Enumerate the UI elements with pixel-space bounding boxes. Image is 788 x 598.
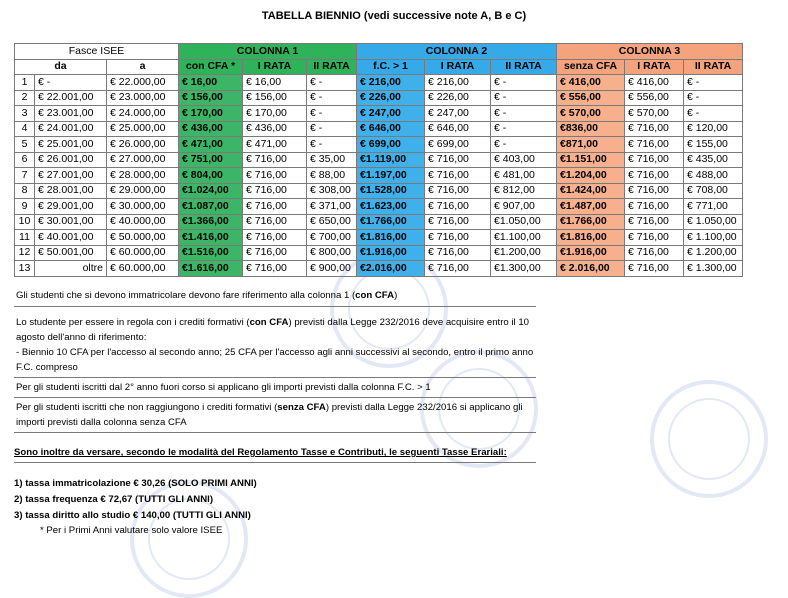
cell-a: € 24.000,00 [107, 106, 179, 122]
cell-c2: €1.816,00 [357, 230, 425, 246]
cell-c3r1: € 716,00 [625, 199, 684, 215]
cell-c3r2: € - [684, 75, 743, 91]
table-row [15, 106, 743, 122]
cell-c2: € 226,00 [357, 90, 425, 106]
cell-c2: € 699,00 [357, 137, 425, 153]
cell-n: 4 [15, 121, 35, 137]
senza-cfa-header: senza CFA [557, 59, 625, 75]
table-row [15, 152, 743, 168]
cell-c2r2: € 481,00 [491, 168, 557, 184]
notes-block [14, 286, 536, 433]
note-bold: con CFA [355, 290, 395, 301]
cell-c2r1: € 716,00 [425, 199, 491, 215]
note-fuori-corso: Per gli studenti iscritti dal 2° anno fuori corso si applicano gli importi previsti dalla colonna F.C. > 1 [14, 378, 536, 398]
cell-da: € 23.001,00 [35, 106, 107, 122]
cell-c1r1: € 716,00 [243, 152, 307, 168]
cell-c1: €1.087,00 [179, 199, 243, 215]
cell-c3: €1.204,00 [557, 168, 625, 184]
cell-c1: € 16,00 [179, 75, 243, 91]
note-text: - Biennio 10 CFA per l'accesso al secondo anno; 25 CFA per l'accesso agli anni successivi al secondo, entro il primo anno F.C. compreso [16, 347, 534, 373]
cell-c1r1: € 716,00 [243, 214, 307, 230]
cell-c2: € 216,00 [357, 75, 425, 91]
cell-c3r2: € 1.300,00 [684, 261, 743, 277]
cell-da: € 24.001,00 [35, 121, 107, 137]
cell-c1r2: € 35,00 [307, 152, 357, 168]
cell-da: oltre [35, 261, 107, 277]
table-row [15, 261, 743, 277]
colonna-2-header: COLONNA 2 [357, 44, 557, 60]
cell-a: € 22.000,00 [107, 75, 179, 91]
cell-da: € 25.001,00 [35, 137, 107, 153]
cell-c1r2: € 700,00 [307, 230, 357, 246]
cell-c1r2: € - [307, 90, 357, 106]
cell-c2r1: € 716,00 [425, 168, 491, 184]
cell-c1: € 436,00 [179, 121, 243, 137]
cell-c1r2: € 371,00 [307, 199, 357, 215]
cell-c1: € 156,00 [179, 90, 243, 106]
watermark-seal [650, 380, 768, 498]
cell-c2r2: € - [491, 106, 557, 122]
tax-diritto-studio: 3) tassa diritto allo studio € 140,00 (TUTTI GLI ANNI) [14, 510, 251, 521]
cell-a: € 23.000,00 [107, 90, 179, 106]
cell-c2r2: € - [491, 137, 557, 153]
cell-c3: €1.151,00 [557, 152, 625, 168]
note-text: Gli studenti che si devono immatricolare devono fare riferimento alla colonna 1 ( [16, 290, 356, 301]
cell-c2r1: € 716,00 [425, 230, 491, 246]
col1-rata2-header: II RATA [307, 59, 357, 75]
cell-c2r2: € - [491, 121, 557, 137]
cell-n: 2 [15, 90, 35, 106]
note-crediti [14, 307, 536, 378]
tax-frequenza: 2) tassa frequenza € 72,67 (TUTTI GLI ANNI) [14, 494, 214, 505]
cell-a: € 27.000,00 [107, 152, 179, 168]
header-row-1 [15, 44, 743, 60]
cell-c2: € 247,00 [357, 106, 425, 122]
cell-c2r2: € 403,00 [491, 152, 557, 168]
cell-c2r2: € 907,00 [491, 199, 557, 215]
cell-c2: €1.197,00 [357, 168, 425, 184]
cell-c2: €1.623,00 [357, 199, 425, 215]
table-row [15, 121, 743, 137]
cell-n: 1 [15, 75, 35, 91]
col2-rata2-header: II RATA [491, 59, 557, 75]
table-row [15, 199, 743, 215]
cell-c3: € 556,00 [557, 90, 625, 106]
header-row-2 [15, 59, 743, 75]
cell-c3: € 2.016,00 [557, 261, 625, 277]
cell-da: € 40.001,00 [35, 230, 107, 246]
cell-c2r1: € 716,00 [425, 261, 491, 277]
cell-c1r2: € 900,00 [307, 261, 357, 277]
table-row [15, 183, 743, 199]
cell-c2r1: € 716,00 [425, 152, 491, 168]
cell-c1r2: € - [307, 75, 357, 91]
cell-c2r2: €1.200,00 [491, 245, 557, 261]
cell-c1r1: € 716,00 [243, 183, 307, 199]
cell-c2r1: € 216,00 [425, 75, 491, 91]
cell-c2r2: €1.050,00 [491, 214, 557, 230]
cell-c3r2: € 120,00 [684, 121, 743, 137]
cell-c3: €836,00 [557, 121, 625, 137]
cell-c2: €1.916,00 [357, 245, 425, 261]
tax-intro: Sono inoltre da versare, secondo le modalità del Regolamento Tasse e Contributi, le seguenti Tasse Erariali: [14, 447, 507, 458]
cell-c3r2: € 435,00 [684, 152, 743, 168]
cell-c3r1: € 716,00 [625, 121, 684, 137]
cell-c3: €871,00 [557, 137, 625, 153]
col2-rata1-header: I RATA [425, 59, 491, 75]
cell-c2r1: € 646,00 [425, 121, 491, 137]
cell-c3r1: € 716,00 [625, 214, 684, 230]
cell-c2: €1.528,00 [357, 183, 425, 199]
cell-c2: €1.766,00 [357, 214, 425, 230]
cell-c1: €1.366,00 [179, 214, 243, 230]
note-text: Per gli studenti iscritti che non raggiungono i crediti formativi ( [16, 402, 278, 413]
cell-a: € 30.000,00 [107, 199, 179, 215]
cell-c2r1: € 716,00 [425, 214, 491, 230]
cell-a: € 60.000,00 [107, 245, 179, 261]
cell-c1: €1.616,00 [179, 261, 243, 277]
cell-c1r2: € - [307, 137, 357, 153]
footnote: * Per i Primi Anni valutare solo valore ISEE [40, 525, 223, 536]
note-bold: senza CFA [277, 402, 326, 413]
cell-da: € 26.001,00 [35, 152, 107, 168]
cell-n: 11 [15, 230, 35, 246]
cell-c1r1: € 471,00 [243, 137, 307, 153]
table-row [15, 230, 743, 246]
cell-a: € 28.000,00 [107, 168, 179, 184]
cell-c1r2: € 88,00 [307, 168, 357, 184]
cell-c1: €1.416,00 [179, 230, 243, 246]
cell-c1r2: € 650,00 [307, 214, 357, 230]
cell-c3r2: € - [684, 90, 743, 106]
table-body [15, 75, 743, 277]
fc-header: f.C. > 1 [357, 59, 425, 75]
table-row [15, 245, 743, 261]
table-row [15, 214, 743, 230]
cell-a: € 60.000,00 [107, 261, 179, 277]
table-row [15, 90, 743, 106]
cell-a: € 50.000,00 [107, 230, 179, 246]
cell-n: 5 [15, 137, 35, 153]
cell-c3r2: € 708,00 [684, 183, 743, 199]
col3-rata1-header: I RATA [625, 59, 684, 75]
cell-c1: €1.024,00 [179, 183, 243, 199]
divider [14, 462, 536, 463]
cell-c3: € 570,00 [557, 106, 625, 122]
cell-c3r2: € 1.200,00 [684, 245, 743, 261]
cell-c1r2: € 308,00 [307, 183, 357, 199]
cell-c1: € 751,00 [179, 152, 243, 168]
cell-n: 13 [15, 261, 35, 277]
cell-c3: €1.487,00 [557, 199, 625, 215]
cell-a: € 29.000,00 [107, 183, 179, 199]
cell-c3r1: € 570,00 [625, 106, 684, 122]
cell-c3r1: € 556,00 [625, 90, 684, 106]
cell-c1r1: € 716,00 [243, 168, 307, 184]
cell-da: € 27.001,00 [35, 168, 107, 184]
cell-c3: €1.816,00 [557, 230, 625, 246]
cell-c1r2: € - [307, 121, 357, 137]
colonna-1-header: COLONNA 1 [179, 44, 357, 60]
cell-c2r2: € - [491, 90, 557, 106]
cell-c3r1: € 716,00 [625, 168, 684, 184]
cell-c3r2: € 1.050,00 [684, 214, 743, 230]
cell-c2r2: €1.300,00 [491, 261, 557, 277]
cell-a: € 25.000,00 [107, 121, 179, 137]
cell-c1r1: € 716,00 [243, 261, 307, 277]
cell-c2: €2.016,00 [357, 261, 425, 277]
cell-c2r2: € 812,00 [491, 183, 557, 199]
cell-c3r1: € 416,00 [625, 75, 684, 91]
cell-c3r2: € - [684, 106, 743, 122]
cell-n: 7 [15, 168, 35, 184]
cell-c2r1: € 226,00 [425, 90, 491, 106]
cell-da: € 29.001,00 [35, 199, 107, 215]
cell-c2r1: € 699,00 [425, 137, 491, 153]
cell-c3r1: € 716,00 [625, 245, 684, 261]
note-immatricolazione [14, 286, 536, 307]
cell-c3r1: € 716,00 [625, 261, 684, 277]
cell-da: € 28.001,00 [35, 183, 107, 199]
da-header: da [15, 59, 107, 75]
con-cfa-header: con CFA * [179, 59, 243, 75]
cell-c2r1: € 716,00 [425, 245, 491, 261]
note-text: ) [394, 290, 398, 301]
col1-rata1-header: I RATA [243, 59, 307, 75]
cell-c3: € 416,00 [557, 75, 625, 91]
cell-c1: € 804,00 [179, 168, 243, 184]
cell-n: 8 [15, 183, 35, 199]
cell-a: € 40.000,00 [107, 214, 179, 230]
fee-table [14, 43, 743, 277]
cell-c2r2: € - [491, 75, 557, 91]
cell-c1: € 170,00 [179, 106, 243, 122]
cell-c3r1: € 716,00 [625, 137, 684, 153]
a-header: a [107, 59, 179, 75]
cell-c1r1: € 170,00 [243, 106, 307, 122]
col3-rata2-header: II RATA [684, 59, 743, 75]
colonna-3-header: COLONNA 3 [557, 44, 743, 60]
cell-c2: € 646,00 [357, 121, 425, 137]
cell-c3r1: € 716,00 [625, 230, 684, 246]
cell-c2r2: €1.100,00 [491, 230, 557, 246]
cell-c1r1: € 716,00 [243, 230, 307, 246]
note-text: Lo studente per essere in regola con i crediti formativi ( [16, 317, 250, 328]
note-text: ) previsti dalla Legge 232/2016 si applicano gli importi previsti dalla colonna senza CFA [16, 402, 523, 428]
cell-c1: €1.516,00 [179, 245, 243, 261]
cell-da: € 50.001,00 [35, 245, 107, 261]
cell-n: 6 [15, 152, 35, 168]
cell-c3r1: € 716,00 [625, 152, 684, 168]
table-row [15, 137, 743, 153]
cell-da: € 30.001,00 [35, 214, 107, 230]
cell-da: € 22.001,00 [35, 90, 107, 106]
cell-c1r1: € 716,00 [243, 199, 307, 215]
cell-c3r2: € 771,00 [684, 199, 743, 215]
cell-c1r1: € 716,00 [243, 245, 307, 261]
cell-c3r2: € 1.100,00 [684, 230, 743, 246]
cell-c3: €1.424,00 [557, 183, 625, 199]
tax-immatricolazione: 1) tassa immatricolazione € 30,26 (SOLO PRIMI ANNI) [14, 478, 257, 489]
cell-da: € - [35, 75, 107, 91]
cell-c2: €1.119,00 [357, 152, 425, 168]
cell-n: 12 [15, 245, 35, 261]
cell-c1r2: € - [307, 106, 357, 122]
cell-n: 10 [15, 214, 35, 230]
cell-c1r1: € 16,00 [243, 75, 307, 91]
cell-c3: €1.766,00 [557, 214, 625, 230]
cell-c2r1: € 247,00 [425, 106, 491, 122]
cell-c3r2: € 488,00 [684, 168, 743, 184]
page-title: TABELLA BIENNIO (vedi successive note A, B e C) [261, 10, 527, 22]
table-row [15, 168, 743, 184]
note-senza-cfa [14, 398, 536, 433]
note-bold: con CFA [249, 317, 289, 328]
cell-c1r1: € 436,00 [243, 121, 307, 137]
cell-c3: €1.916,00 [557, 245, 625, 261]
cell-c1r1: € 156,00 [243, 90, 307, 106]
cell-c2r1: € 716,00 [425, 183, 491, 199]
cell-c3r2: € 155,00 [684, 137, 743, 153]
cell-c3r1: € 716,00 [625, 183, 684, 199]
fasce-isee-header: Fasce ISEE [15, 44, 179, 60]
note-text: ) previsti dalla Legge 232/2016 deve acquisire entro il 10 agosto dell'anno di riferimento: [16, 317, 530, 343]
table-row [15, 75, 743, 91]
cell-c1r2: € 800,00 [307, 245, 357, 261]
cell-c1: € 471,00 [179, 137, 243, 153]
cell-a: € 26.000,00 [107, 137, 179, 153]
cell-n: 3 [15, 106, 35, 122]
cell-n: 9 [15, 199, 35, 215]
